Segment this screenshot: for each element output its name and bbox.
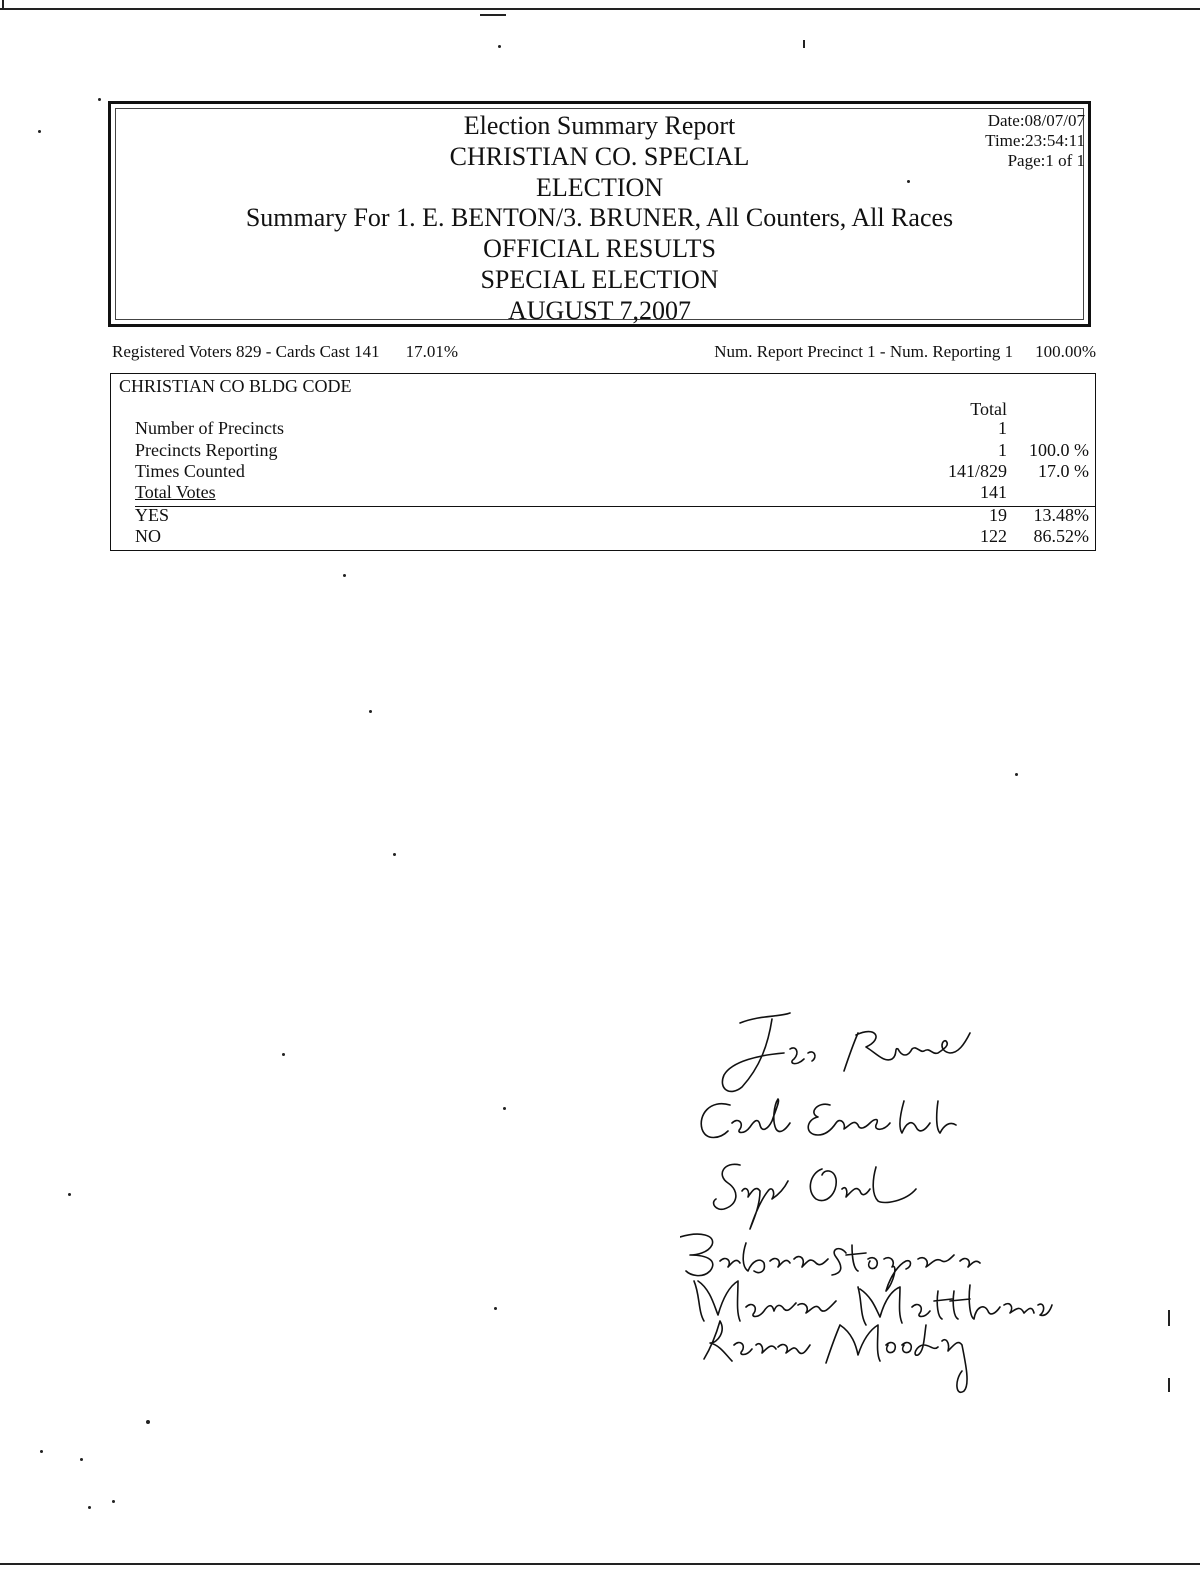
scan-speck	[393, 853, 396, 856]
scan-speck	[282, 1053, 285, 1056]
scan-speck	[112, 1500, 115, 1503]
scan-speck	[98, 98, 101, 101]
scan-speck	[343, 574, 346, 577]
precinct-report-text: Num. Report Precinct 1 - Num. Reporting 1	[714, 342, 1014, 361]
report-header-titles	[111, 111, 1088, 327]
stat-label: Times Counted	[135, 461, 245, 481]
report-meta	[985, 111, 1085, 171]
total-column-header: Total	[970, 399, 1007, 419]
precinct-reporting-summary	[714, 342, 1096, 362]
stat-label: Total Votes	[135, 482, 216, 502]
reporting-percent: 100.00%	[1035, 342, 1096, 361]
report-summary-for: Summary For 1. E. BENTON/3. BRUNER, All Counters, All Races	[245, 203, 954, 233]
scan-speck	[1015, 773, 1018, 776]
report-time: Time:23:54:11	[985, 131, 1085, 150]
scan-mark	[803, 40, 805, 48]
report-date: Date:08/07/07	[987, 111, 1085, 130]
signature-3	[714, 1164, 916, 1229]
choice-label: NO	[135, 526, 161, 546]
stat-row	[111, 440, 1095, 461]
scan-speck	[498, 45, 501, 48]
report-page: Page:1 of 1	[1007, 151, 1085, 170]
scan-speck	[146, 1420, 150, 1424]
choice-total: 19	[989, 505, 1007, 525]
signature-4	[680, 1234, 980, 1291]
stat-total: 141/829	[947, 461, 1007, 481]
report-title: Election Summary Report	[463, 111, 736, 140]
choice-label: YES	[135, 505, 170, 525]
stat-percent: 17.0 %	[1038, 461, 1089, 481]
choice-percent: 86.52%	[1033, 526, 1089, 546]
contest-results-box	[110, 373, 1096, 551]
scan-speck	[494, 1307, 497, 1310]
choice-row	[111, 505, 1095, 526]
stat-total: 1	[998, 418, 1007, 438]
report-subtitle-line2: ELECTION	[535, 172, 664, 202]
signature-5	[694, 1281, 1052, 1325]
stat-label: Precincts Reporting	[135, 440, 278, 460]
scan-speck	[503, 1107, 506, 1110]
stat-row	[111, 482, 1095, 503]
report-election-date: AUGUST 7,2007	[508, 295, 691, 325]
scan-mark	[480, 14, 506, 16]
report-status: OFFICIAL RESULTS	[483, 234, 716, 264]
stat-percent: 100.0 %	[1029, 440, 1089, 460]
turnout-percent: 17.01%	[405, 342, 458, 361]
scan-speck	[80, 1458, 83, 1461]
scan-speck	[40, 1450, 43, 1453]
scan-right-mark	[1168, 1378, 1170, 1392]
stat-total: 141	[980, 482, 1007, 502]
scan-speck	[369, 710, 372, 713]
registered-voters-summary	[112, 342, 458, 362]
scan-speck	[68, 1193, 71, 1196]
scan-left-edge	[2, 0, 4, 10]
scan-speck	[88, 1506, 91, 1509]
stat-row	[111, 418, 1095, 439]
scan-bottom-edge	[0, 1563, 1200, 1565]
scan-right-mark	[1168, 1310, 1170, 1326]
signature-6	[704, 1321, 967, 1392]
choice-row	[111, 526, 1095, 547]
scan-speck	[38, 130, 41, 133]
stat-row	[111, 461, 1095, 482]
scan-top-edge	[0, 8, 1200, 10]
contest-title: CHRISTIAN CO BLDG CODE	[119, 376, 352, 396]
report-election-name: SPECIAL ELECTION	[480, 264, 719, 294]
report-header-box	[108, 101, 1091, 327]
signature-2	[701, 1099, 956, 1138]
registered-cards-text: Registered Voters 829 - Cards Cast 141	[112, 342, 380, 361]
choice-total: 122	[980, 526, 1007, 546]
stat-label: Number of Precincts	[135, 418, 284, 438]
signatures-block	[680, 1005, 1060, 1395]
stat-total: 1	[998, 440, 1007, 460]
report-subtitle-line1: CHRISTIAN CO. SPECIAL	[449, 141, 750, 171]
signature-1	[722, 1013, 970, 1091]
choice-percent: 13.48%	[1033, 505, 1089, 525]
